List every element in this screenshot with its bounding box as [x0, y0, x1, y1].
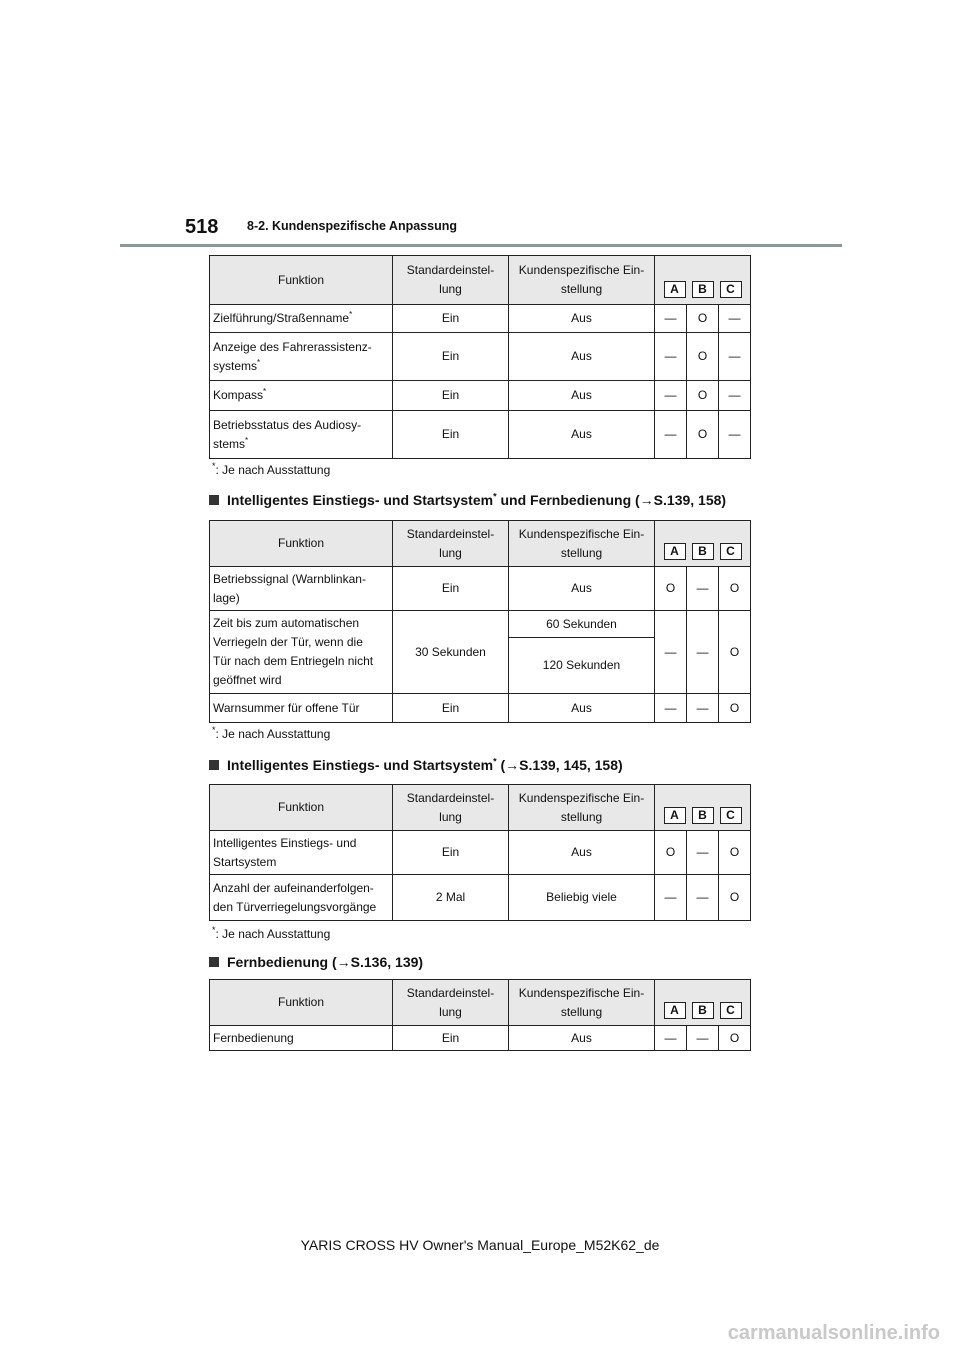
custom-cell: Aus: [509, 305, 655, 333]
settings-table-navigation: [209, 255, 751, 459]
header-standard: Standardeinstel- lung: [393, 521, 509, 567]
standard-cell: Ein: [393, 333, 509, 381]
cell-c: —: [719, 333, 751, 381]
cell-c: O: [719, 611, 751, 694]
standard-cell: Ein: [393, 411, 509, 459]
cell-a: —: [655, 333, 687, 381]
custom-cell: Aus: [509, 381, 655, 411]
standard-cell: Ein: [393, 831, 509, 875]
table-row: [210, 694, 751, 723]
custom-cell: Aus: [509, 411, 655, 459]
page-number: 518: [185, 216, 219, 238]
header-custom: Kundenspezifische Ein- stellung: [509, 256, 655, 305]
cell-a: —: [655, 411, 687, 459]
standard-cell: Ein: [393, 381, 509, 411]
header-funktion: Funktion: [210, 785, 393, 831]
cell-b: —: [687, 567, 719, 611]
header-funktion: Funktion: [210, 521, 393, 567]
cell-c: —: [719, 305, 751, 333]
header-abc: [655, 785, 751, 831]
bullet-icon: [209, 495, 219, 505]
standard-cell: Ein: [393, 567, 509, 611]
subheading-entry-start-remote: Intelligentes Einstiegs- und Startsystem* und Fernbedienung (→S.139, 158): [209, 492, 726, 508]
function-cell: Betriebssignal (Warnblinkan- lage): [210, 567, 393, 611]
header-funktion: Funktion: [210, 256, 393, 305]
cell-a: —: [655, 305, 687, 333]
label-a: A: [664, 807, 686, 824]
table-row: [210, 831, 751, 875]
label-c: C: [720, 807, 742, 824]
cell-b: —: [687, 875, 719, 921]
cell-c: —: [719, 381, 751, 411]
header-abc: [655, 980, 751, 1026]
cell-c: O: [719, 694, 751, 723]
custom-cell: Aus: [509, 567, 655, 611]
function-cell: Anzahl der aufeinanderfolgen- den Türverriegelungsvorgänge: [210, 875, 393, 921]
cell-b: —: [687, 831, 719, 875]
header-standard: Standardeinstel- lung: [393, 256, 509, 305]
header-custom: Kundenspezifische Ein- stellung: [509, 785, 655, 831]
standard-cell: Ein: [393, 1026, 509, 1051]
function-cell: Fernbedienung: [210, 1026, 393, 1051]
standard-cell: 30 Sekunden: [393, 611, 509, 694]
function-cell: Kompass*: [210, 381, 393, 411]
cell-a: O: [655, 831, 687, 875]
label-b: B: [692, 281, 714, 298]
table-header-row: [210, 521, 751, 567]
label-a: A: [664, 281, 686, 298]
table-row: [210, 305, 751, 333]
table-row: [210, 611, 751, 694]
table-row: [210, 1026, 751, 1051]
custom-cell: Aus: [509, 1026, 655, 1051]
label-b: B: [692, 807, 714, 824]
header-abc: [655, 521, 751, 567]
cell-b: —: [687, 694, 719, 723]
standard-cell: Ein: [393, 305, 509, 333]
table-header-row: [210, 785, 751, 831]
function-cell: Intelligentes Einstiegs- und Startsystem: [210, 831, 393, 875]
header-abc: [655, 256, 751, 305]
label-c: C: [720, 281, 742, 298]
cell-a: —: [655, 1026, 687, 1051]
cell-c: O: [719, 567, 751, 611]
cell-a: —: [655, 611, 687, 694]
subheading-remote: Fernbedienung (→S.136, 139): [209, 954, 423, 970]
function-cell: Zielführung/Straßenname*: [210, 305, 393, 333]
header-rule: [120, 244, 842, 247]
standard-cell: 2 Mal: [393, 875, 509, 921]
label-c: C: [720, 1002, 742, 1019]
table-row: [210, 411, 751, 459]
cell-c: —: [719, 411, 751, 459]
table-row: [210, 333, 751, 381]
settings-table-entry-start: [209, 784, 751, 921]
custom-option-120: 120 Sekunden: [509, 637, 654, 693]
cell-c: O: [719, 831, 751, 875]
footnote: *: Je nach Ausstattung: [212, 461, 331, 477]
cell-a: O: [655, 567, 687, 611]
table-row: [210, 381, 751, 411]
bullet-icon: [209, 760, 219, 770]
custom-cell: Beliebig viele: [509, 875, 655, 921]
header-custom: Kundenspezifische Ein- stellung: [509, 980, 655, 1026]
watermark: carmanualsonline.info: [727, 1322, 940, 1344]
function-cell: Betriebsstatus des Audiosy- stems*: [210, 411, 393, 459]
cell-b: —: [687, 611, 719, 694]
cell-b: O: [687, 411, 719, 459]
section-title: 8-2. Kundenspezifische Anpassung: [247, 219, 457, 233]
custom-cell: Aus: [509, 831, 655, 875]
custom-cell: [509, 611, 655, 694]
label-a: A: [664, 1002, 686, 1019]
custom-cell: Aus: [509, 333, 655, 381]
cell-c: O: [719, 875, 751, 921]
bullet-icon: [209, 957, 219, 967]
cell-b: —: [687, 1026, 719, 1051]
cell-a: —: [655, 694, 687, 723]
cell-a: —: [655, 875, 687, 921]
header-standard: Standardeinstel- lung: [393, 980, 509, 1026]
label-c: C: [720, 543, 742, 560]
custom-cell: Aus: [509, 694, 655, 723]
header-standard: Standardeinstel- lung: [393, 785, 509, 831]
footnote: *: Je nach Ausstattung: [212, 725, 331, 741]
function-cell: Anzeige des Fahrerassistenz- systems*: [210, 333, 393, 381]
header-funktion: Funktion: [210, 980, 393, 1026]
custom-option-60: 60 Sekunden: [546, 617, 617, 631]
table-row: [210, 875, 751, 921]
cell-b: O: [687, 305, 719, 333]
header-custom: Kundenspezifische Ein- stellung: [509, 521, 655, 567]
function-cell: Zeit bis zum automatischen Verriegeln der Tür, wenn die Tür nach dem Entriegeln nicht geöffnet wird: [210, 611, 393, 694]
cell-b: O: [687, 333, 719, 381]
label-b: B: [692, 1002, 714, 1019]
cell-c: O: [719, 1026, 751, 1051]
table-row: [210, 567, 751, 611]
footnote: *: Je nach Ausstattung: [212, 925, 331, 941]
settings-table-entry-remote: [209, 520, 751, 723]
label-b: B: [692, 543, 714, 560]
standard-cell: Ein: [393, 694, 509, 723]
cell-b: O: [687, 381, 719, 411]
subheading-entry-start: Intelligentes Einstiegs- und Startsystem* (→S.139, 145, 158): [209, 757, 623, 773]
table-header-row: [210, 256, 751, 305]
label-a: A: [664, 543, 686, 560]
settings-table-remote: [209, 979, 751, 1051]
function-cell: Warnsummer für offene Tür: [210, 694, 393, 723]
cell-a: —: [655, 381, 687, 411]
manual-footer: YARIS CROSS HV Owner's Manual_Europe_M52K62_de: [300, 1237, 660, 1253]
table-header-row: [210, 980, 751, 1026]
